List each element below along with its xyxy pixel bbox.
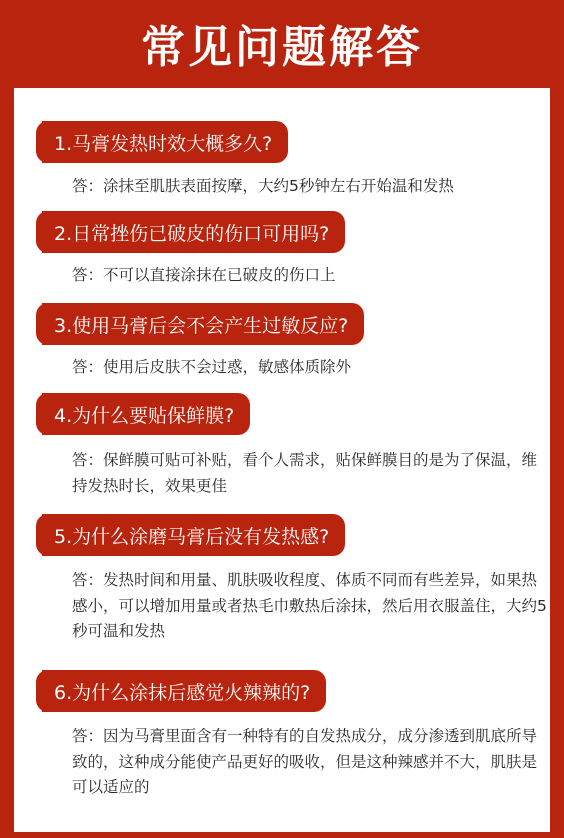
question-pill: 4.为什么要贴保鲜膜? — [42, 393, 250, 435]
answer-text: 答：因为马膏里面含有一种特有的自发热成分，成分渗透到肌底所导致的，这种成分能使产品更好的吸收，但是这种辣感并不大，肌肤是可以适应的 — [72, 727, 538, 796]
question-pill: 5.为什么涂磨马膏后没有发热感? — [42, 514, 345, 556]
faq-panel — [14, 88, 550, 832]
question-pill: 2.日常挫伤已破皮的伤口可用吗? — [42, 211, 345, 253]
question-pill: 3.使用马膏后会不会产生过敏反应? — [42, 303, 364, 345]
page-title: 常见问题解答 — [141, 22, 423, 73]
answer-text: 答：涂抹至肌肤表面按摩，大约5秒钟左右开始温和发热 — [72, 177, 454, 195]
question-pill: 1.马膏发热时效大概多久? — [42, 121, 288, 163]
answer-text: 答：发热时间和用量、肌肤吸收程度、体质不同而有些差异，如果热感小，可以增加用量或者热毛巾敷热后涂抹，然后用衣服盖住，大约5秒可温和发热 — [72, 571, 547, 640]
answer-text: 答：使用后皮肤不会过惑，敏感体质除外 — [72, 358, 352, 376]
answer-text: 答：不可以直接涂抹在已破皮的伤口上 — [72, 266, 336, 284]
answer-text: 答：保鲜膜可贴可补贴，看个人需求，贴保鲜膜目的是为了保温，维持发热时长，效果更佳 — [72, 451, 538, 495]
question-pill: 6.为什么涂抹后感觉火辣辣的? — [42, 670, 326, 712]
